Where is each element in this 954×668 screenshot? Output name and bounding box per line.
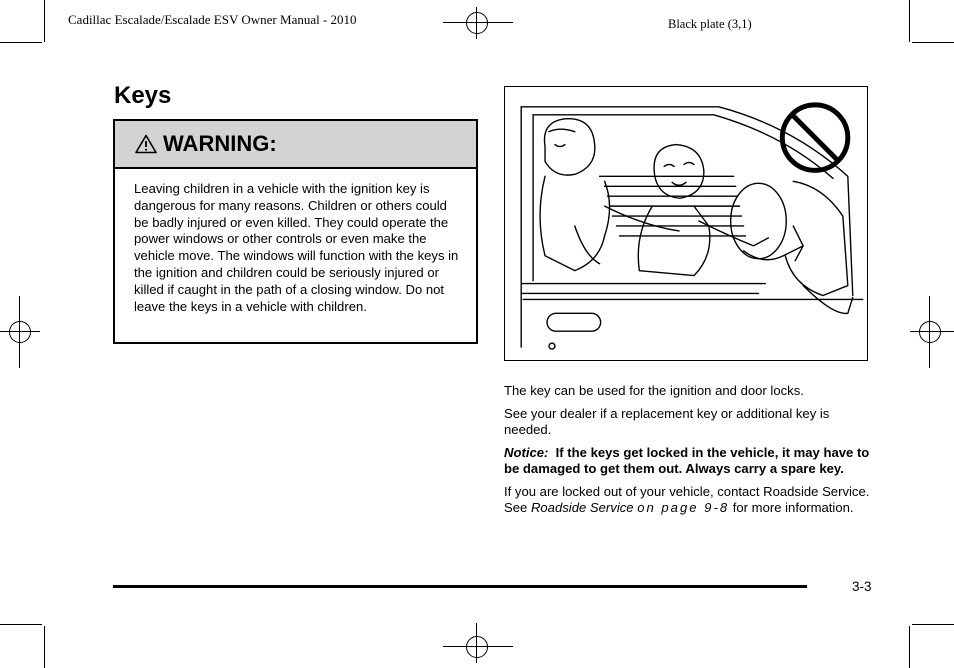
prohibited-symbol-icon <box>782 105 848 171</box>
children-in-vehicle-illustration <box>505 87 867 360</box>
paragraph: See your dealer if a replacement key or additional key is needed. <box>504 405 830 437</box>
crop-mark <box>0 42 42 43</box>
body-text <box>504 383 872 523</box>
cross-reference-page[interactable]: on page 9-8 <box>637 500 730 515</box>
crop-mark <box>909 0 910 42</box>
notice-paragraph <box>504 445 872 478</box>
page-number: 3-3 <box>852 579 872 594</box>
registration-mark-left <box>6 318 34 346</box>
registration-mark-right <box>916 318 944 346</box>
illustration <box>504 86 868 361</box>
crop-mark <box>0 624 42 625</box>
manual-title: Cadillac Escalade/Escalade ESV Owner Manual - 2010 <box>68 12 357 27</box>
footer-rule <box>113 585 807 588</box>
crop-mark <box>912 624 954 625</box>
warning-header <box>115 121 476 169</box>
warning-triangle-icon <box>135 134 157 154</box>
registration-mark-bottom <box>463 633 491 661</box>
section-title: Keys <box>114 82 172 109</box>
warning-label: WARNING: <box>163 131 277 156</box>
plate-label: Black plate (3,1) <box>668 17 752 31</box>
cross-reference-link[interactable]: Roadside Service <box>530 500 634 515</box>
paragraph-text: If you are locked out of your vehicle, contact Roadside Service. See <box>504 483 870 515</box>
warning-text: Leaving children in a vehicle with the ignition key is dangerous for many reasons. Children or others could be badly injured or even killed. They could operate the power windows or other controls or even make the vehicle move. The windows will function with the keys in the ignition and children could be seriously injured or killed if caught in the path of a closing window. Do not leave the keys in a vehicle with children. <box>134 181 459 314</box>
paragraph: The key can be used for the ignition and door locks. <box>504 383 804 398</box>
crop-mark <box>44 626 45 668</box>
registration-mark-top <box>463 9 491 37</box>
warning-box <box>113 119 478 344</box>
paragraph <box>504 484 872 517</box>
paragraph-text: for more information. <box>729 500 854 515</box>
notice-text: If the keys get locked in the vehicle, it may have to be damaged to get them out. Always carry a spare key. <box>504 444 870 476</box>
crop-mark <box>909 626 910 668</box>
notice-label: Notice: <box>504 444 549 460</box>
crop-mark <box>44 0 45 42</box>
crop-mark <box>912 42 954 43</box>
